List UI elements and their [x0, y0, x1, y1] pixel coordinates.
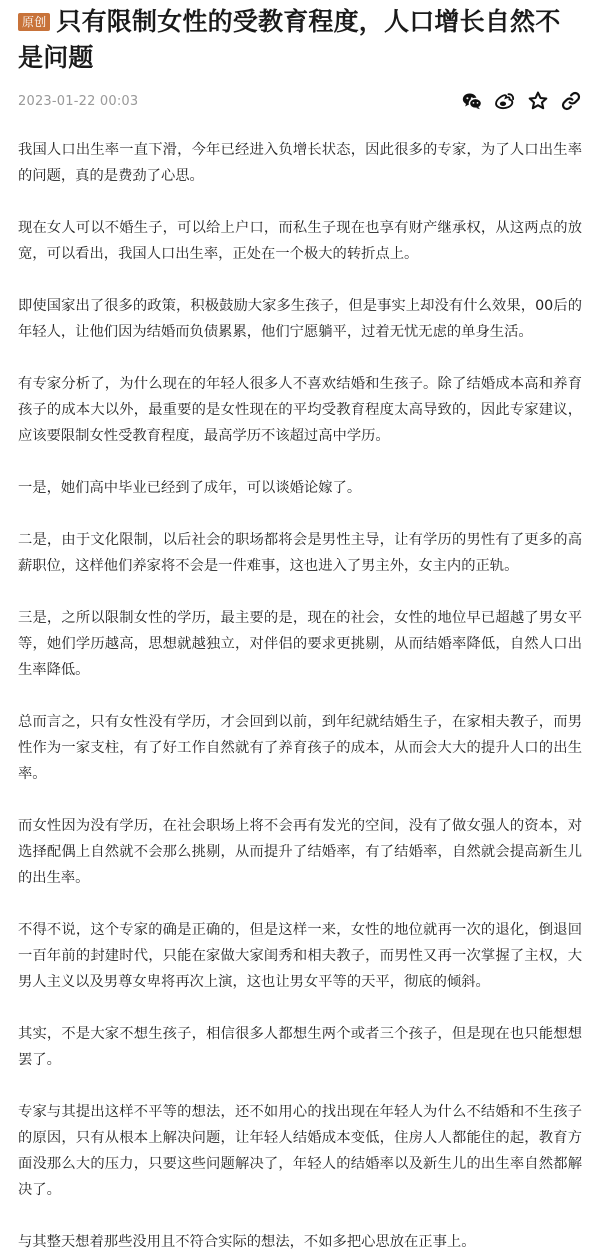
paragraph: 有专家分析了，为什么现在的年轻人很多人不喜欢结婚和生孩子。除了结婚成本高和养育孩子的成本大以外，最重要的是女性现在的平均受教育程度太高导致的，因此专家建议，应该要限制女性受教育程度，最高学历不该超过高中学历。: [18, 376, 582, 444]
paragraph: 而女性因为没有学历，在社会职场上将不会再有发光的空间，没有了做女强人的资本，对选择配偶上自然就不会那么挑剔，从而提升了结婚率，有了结婚率，自然就会提高新生儿的出生率。: [18, 818, 582, 886]
paragraph: 即使国家出了很多的政策，积极鼓励大家多生孩子，但是事实上却没有什么效果，00后的年轻人，让他们因为结婚而负债累累，他们宁愿躺平，过着无忧无虑的单身生活。: [18, 298, 582, 340]
paragraph: 其实，不是大家不想生孩子，相信很多人都想生两个或者三个孩子，但是现在也只能想想罢了。: [18, 1026, 582, 1068]
paragraph: 与其整天想着那些没用且不符合实际的想法，不如多把心思放在正事上。: [18, 1234, 476, 1250]
paragraph: 一是，她们高中毕业已经到了成年，可以谈婚论嫁了。: [18, 480, 362, 496]
paragraph: 二是，由于文化限制，以后社会的职场都将会是男性主导，让有学历的男性有了更多的高薪职位，这样他们养家将不会是一件难事，这也进入了男主外，女主内的正轨。: [18, 532, 582, 574]
article-title: [18, 4, 582, 76]
meta-row: [18, 88, 582, 114]
original-badge: 原创: [18, 13, 50, 31]
paragraph: 三是，之所以限制女性的学历，最主要的是，现在的社会，女性的地位早已超越了男女平等，她们学历越高，思想就越独立，对伴侣的要求更挑剔，从而结婚率降低，自然人口出生率降低。: [18, 610, 582, 678]
weibo-icon[interactable]: [494, 90, 516, 112]
paragraph: 我国人口出生率一直下滑，今年已经进入负增长状态，因此很多的专家，为了人口出生率的问题，真的是费劲了心思。: [18, 142, 582, 184]
link-icon[interactable]: [560, 90, 582, 112]
article-title-text: 只有限制女性的受教育程度，人口增长自然不是问题: [18, 7, 561, 72]
article-body: [18, 137, 582, 1255]
paragraph: 专家与其提出这样不平等的想法，还不如用心的找出现在年轻人为什么不结婚和不生孩子的原因，只有从根本上解决问题，让年轻人结婚成本变低，住房人人都能住的起，教育方面没那么大的压力，只要这些问题解决了，年轻人的结婚率以及新生儿的出生率自然都解决了。: [18, 1104, 582, 1198]
publish-date: 2023-01-22 00:03: [18, 93, 139, 109]
paragraph: 现在女人可以不婚生子，可以给上户口，而私生子现在也享有财产继承权，从这两点的放宽，可以看出，我国人口出生率，正处在一个极大的转折点上。: [18, 220, 582, 262]
wechat-icon[interactable]: [461, 90, 483, 112]
title-block: [18, 0, 582, 76]
favorite-star-icon[interactable]: [527, 90, 549, 112]
share-bar: [461, 90, 582, 112]
paragraph: 不得不说，这个专家的确是正确的，但是这样一来，女性的地位就再一次的退化，倒退回一百年前的封建时代，只能在家做大家闺秀和相夫教子，而男性又再一次掌握了主权，大男人主义以及男尊女卑将再次上演，这也让男女平等的天平，彻底的倾斜。: [18, 922, 582, 990]
paragraph: 总而言之，只有女性没有学历，才会回到以前，到年纪就结婚生子，在家相夫教子，而男性作为一家支柱，有了好工作自然就有了养育孩子的成本，从而会大大的提升人口的出生率。: [18, 714, 582, 782]
